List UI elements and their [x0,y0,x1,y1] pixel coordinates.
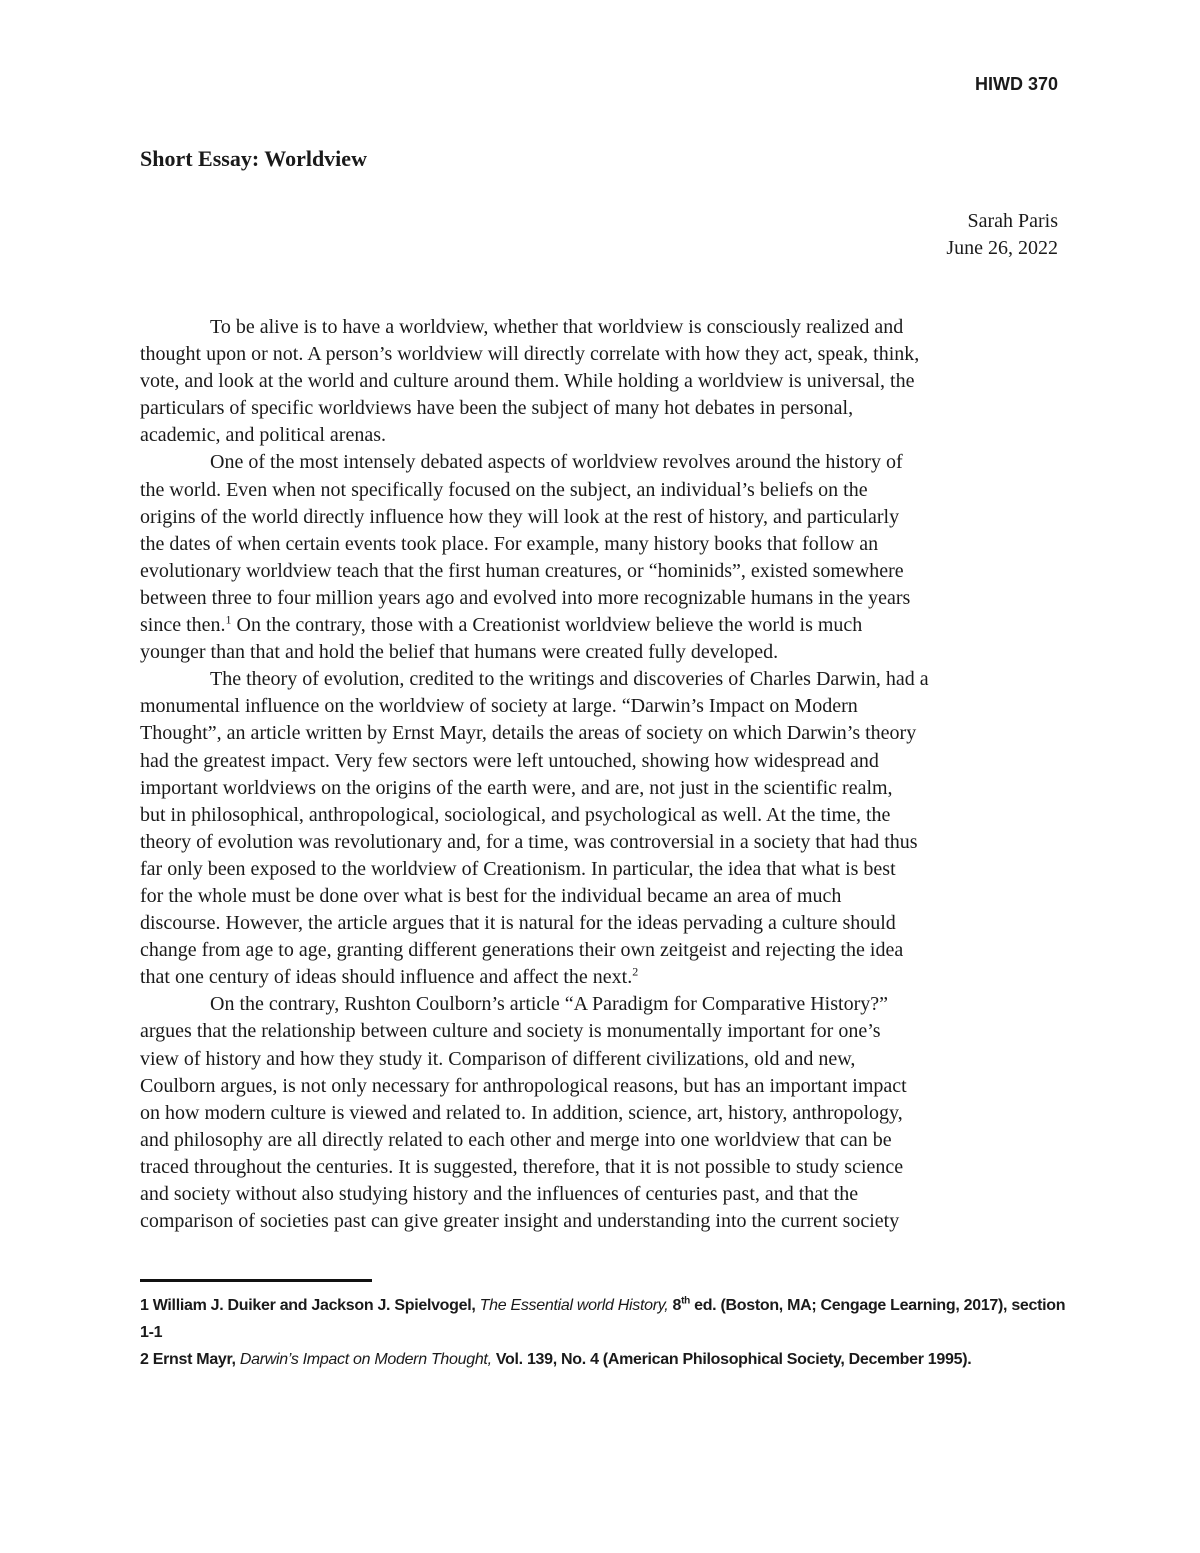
text-line: the world. Even when not specifically focused on the subject, an individual’s beliefs on the [140,478,868,501]
text-line: academic, and political arenas. [140,424,386,447]
footnote-mid: 8 [668,1297,682,1314]
paragraph [140,449,1070,666]
text-line: evolutionary worldview teach that the first human creatures, or “hominids”, existed somewhere [140,559,904,582]
essay-body [140,314,1070,1235]
text-line: To be alive is to have a worldview, whether that worldview is consciously realized and [210,316,904,338]
text-line: had the greatest impact. Very few sectors were left untouched, showing how widespread and [140,749,879,772]
footnote-marker: 2 [632,964,639,979]
text-line: between three to four million years ago and evolved into more recognizable humans in the years [140,586,911,609]
text-segment: On the contrary, those with a Creationist worldview believe the world is much [231,614,863,637]
text-line: theory of evolution was revolutionary and, for a time, was controversial in a society that had thus [140,830,918,853]
text-line: on how modern culture is viewed and related to. In addition, science, art, history, anthropology, [140,1101,903,1124]
footnotes [140,1292,1070,1373]
text-line: younger than that and hold the belief that humans were created fully developed. [140,641,779,664]
footnote-separator [140,1279,372,1282]
footnote-italic: The Essential world History, [479,1297,669,1314]
text-segment: since then. [140,614,226,637]
text-line: but in philosophical, anthropological, sociological, and psychological as well. At the time, the [140,803,891,826]
footnote-post: Vol. 139, No. 4 (American Philosophical Society, December 1995). [491,1351,972,1368]
footnote-pre: 2 Ernst Mayr, [140,1351,240,1368]
text-line: the dates of when certain events took place. For example, many history books that follow an [140,532,879,555]
footnote-post: ed. (Boston, MA; Cengage Learning, 2017), section 1-1 [140,1297,1066,1341]
text-line: vote, and look at the world and culture around them. While holding a worldview is universal, the [140,370,915,393]
text-line: Coulborn argues, is not only necessary for anthropological reasons, but has an important impact [140,1074,907,1097]
text-line: and society without also studying history and the influences of centuries past, and that the [140,1183,859,1205]
footnote-pre: 1 William J. Duiker and Jackson J. Spielvogel, [140,1297,480,1314]
text-line: thought upon or not. A person’s worldview will directly correlate with how they act, speak, think, [140,343,920,366]
paragraph [140,991,1070,1235]
footnote [140,1346,1070,1373]
text-line: important worldviews on the origins of the earth were, and are, not just in the scientific realm, [140,776,893,799]
essay-title: Short Essay: Worldview [140,146,367,171]
course-header: HIWD 370 [974,74,1058,94]
text-line [140,612,1070,639]
text-line: origins of the world directly influence how they will look at the rest of history, and particularly [140,505,900,528]
text-line: and philosophy are all directly related to each other and merge into one worldview that can be [140,1128,892,1151]
author-block [946,208,1058,262]
text-line: discourse. However, the article argues that it is natural for the ideas pervading a culture should [140,912,896,935]
footnote-italic: Darwin’s Impact on Modern Thought, [239,1351,492,1368]
author-name: Sarah Paris [967,210,1058,232]
text-line: argues that the relationship between culture and society is monumentally important for one’s [140,1020,881,1043]
text-line: monumental influence on the worldview of society at large. “Darwin’s Impact on Modern [140,695,858,718]
text-line: view of history and how they study it. Comparison of different civilizations, old and new, [140,1047,856,1070]
essay-date: June 26, 2022 [946,237,1058,259]
footnote-marker: 1 [225,612,232,627]
text-line [140,964,1070,991]
footnote [140,1292,1070,1346]
text-line: Thought”, an article written by Ernst Mayr, details the areas of society on which Darwin’s theory [140,722,917,745]
text-line: The theory of evolution, credited to the writings and discoveries of Charles Darwin, had a [210,668,929,691]
paragraph [140,314,1070,449]
text-line: On the contrary, Rushton Coulborn’s article “A Paradigm for Comparative History?” [210,993,888,1016]
text-line: far only been exposed to the worldview of Creationism. In particular, the idea that what is best [140,857,896,880]
text-segment: that one century of ideas should influence and affect the next. [140,966,633,989]
text-line: traced throughout the centuries. It is suggested, therefore, that it is not possible to study science [140,1155,904,1178]
text-line: One of the most intensely debated aspects of worldview revolves around the history of [210,451,903,474]
footnote-sup: th [681,1295,690,1307]
text-line: for the whole must be done over what is best for the individual became an area of much [140,884,842,907]
text-line: particulars of specific worldviews have been the subject of many hot debates in personal, [140,397,854,420]
paragraph [140,666,1070,991]
text-line: change from age to age, granting different generations their own zeitgeist and rejecting the idea [140,939,904,962]
text-line: comparison of societies past can give greater insight and understanding into the current society [140,1210,900,1233]
